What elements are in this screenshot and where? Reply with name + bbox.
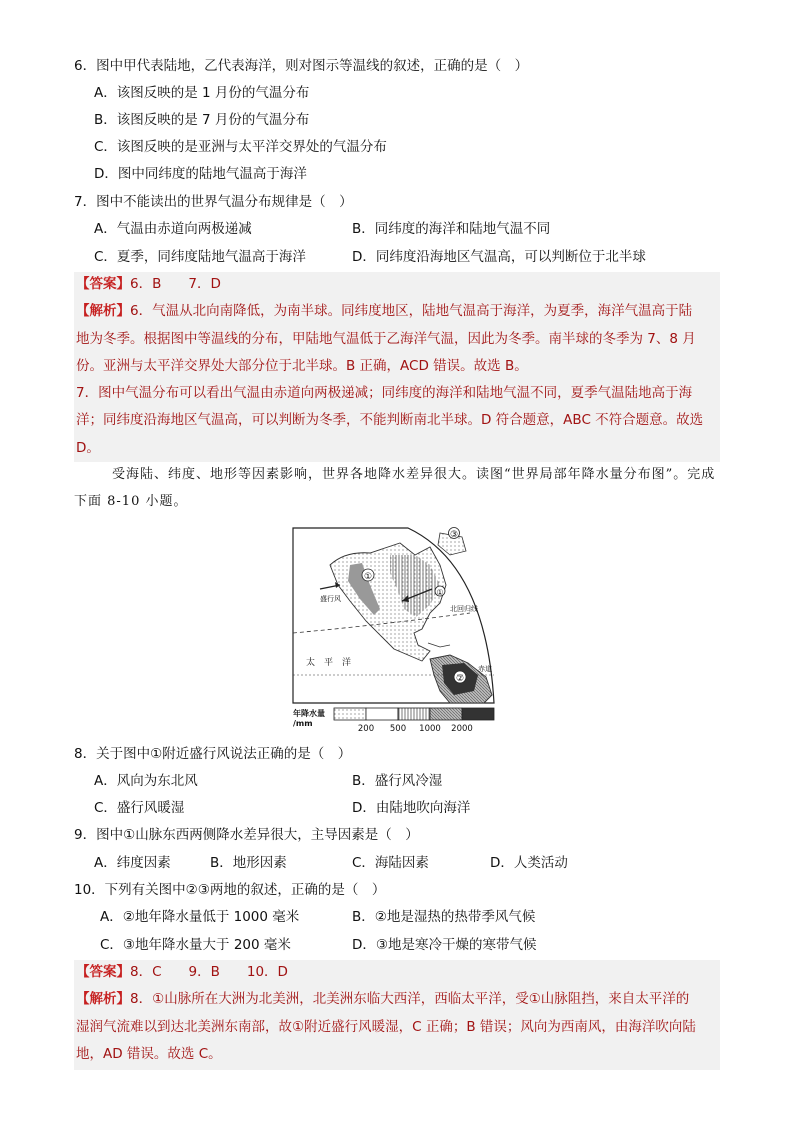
legend-swatch-3 bbox=[398, 708, 430, 720]
q8-stem: 8．关于图中①附近盛行风说法正确的是（ ） bbox=[74, 746, 352, 762]
q6-option-b: B．该图反映的是 7 月份的气温分布 bbox=[94, 112, 310, 128]
explain-1-text-1: 6．气温从北向南降低，为南半球。同纬度地区，陆地气温高于海洋，为夏季，海洋气温高于陆 bbox=[130, 303, 693, 319]
legend-title-2: /mm bbox=[293, 719, 313, 728]
explain-1-line-3: 份。亚洲与太平洋交界处大部分位于北半球。B 正确，ACD 错误。故选 B。 bbox=[76, 358, 528, 374]
legend-title-1: 年降水量 bbox=[293, 709, 325, 718]
marker-3-label: ③ bbox=[449, 530, 459, 540]
q6-option-a: A．该图反映的是 1 月份的气温分布 bbox=[94, 85, 310, 101]
equator-label: 赤道 bbox=[478, 665, 492, 673]
q7-option-a: A．气温由赤道向两极递减 bbox=[94, 221, 252, 237]
q7-stem: 7．图中不能读出的世界气温分布规律是（ ） bbox=[74, 194, 353, 210]
marker-2-label: ② bbox=[455, 674, 465, 684]
q7-option-b: B．同纬度的海洋和陆地气温不同 bbox=[352, 221, 551, 237]
answer-2-tag: 【答案】 bbox=[76, 964, 130, 980]
answer-2-text: 8．C 9．B 10．D bbox=[130, 964, 288, 980]
explain-2-tag: 【解析】 bbox=[76, 991, 130, 1007]
q8-option-a: A．风向为东北风 bbox=[94, 773, 198, 789]
legend-swatch-1 bbox=[334, 708, 366, 720]
q9-stem: 9．图中①山脉东西两侧降水差异很大，主导因素是（ ） bbox=[74, 827, 419, 843]
explain-2-line-2: 湿润气流难以到达北美洲东南部，故①附近盛行风暖湿，C 正确；B 错误；风向为西南风，由海洋吹向陆 bbox=[76, 1019, 696, 1035]
explain-1-line-2: 地为冬季。根据图中等温线的分布，甲陆地气温低于乙海洋气温，因此为冬季。南半球的冬季为 7、8 月 bbox=[76, 331, 696, 347]
legend-swatch-2 bbox=[366, 708, 398, 720]
wind-label: 盛行风 bbox=[320, 595, 341, 603]
q6-option-d: D．图中同纬度的陆地气温高于海洋 bbox=[94, 166, 307, 182]
q9-option-a: A．纬度因素 bbox=[94, 855, 171, 871]
q7-option-c: C．夏季，同纬度陆地气温高于海洋 bbox=[94, 249, 306, 265]
answer-1-text: 6．B 7．D bbox=[130, 276, 221, 292]
explain-2-line-3: 地，AD 错误。故选 C。 bbox=[76, 1046, 222, 1062]
answer-1 bbox=[76, 275, 221, 293]
marker-1-label: ① bbox=[363, 572, 373, 582]
legend-tick-500: 500 bbox=[389, 724, 407, 734]
q10-option-a: A．②地年降水量低于 1000 毫米 bbox=[100, 909, 300, 925]
q8-option-b: B．盛行风冷湿 bbox=[352, 773, 443, 789]
answer-2 bbox=[76, 963, 288, 981]
explain-1-line-5: 洋；同纬度沿海地区气温高，可以判断为冬季，不能判断南北半球。D 符合题意，ABC 不符合题意。故选 bbox=[76, 412, 704, 428]
precipitation-map bbox=[290, 525, 500, 737]
legend-tick-200: 200 bbox=[357, 724, 375, 734]
q6-stem: 6．图中甲代表陆地，乙代表海洋，则对图示等温线的叙述，正确的是（ ） bbox=[74, 58, 529, 74]
q10-stem: 10．下列有关图中②③两地的叙述，正确的是（ ） bbox=[74, 882, 386, 898]
legend-tick-1000: 1000 bbox=[419, 724, 441, 734]
q9-option-d: D．人类活动 bbox=[490, 855, 568, 871]
explain-1-tag: 【解析】 bbox=[76, 303, 130, 319]
q10-option-c: C．③地年降水量大于 200 毫米 bbox=[100, 937, 291, 953]
marker-4-label: ① bbox=[436, 588, 444, 597]
pacific-label: 太 平 洋 bbox=[306, 658, 352, 668]
legend-swatch-5 bbox=[462, 708, 494, 720]
q7-option-d: D．同纬度沿海地区气温高，可以判断位于北半球 bbox=[352, 249, 646, 265]
explain-1-line-1 bbox=[76, 302, 692, 320]
q10-option-b: B．②地是湿热的热带季风气候 bbox=[352, 909, 536, 925]
q9-option-c: C．海陆因素 bbox=[352, 855, 429, 871]
explain-1-line-6: D。 bbox=[76, 440, 100, 456]
q9-option-b: B．地形因素 bbox=[210, 855, 287, 871]
legend-swatch-4 bbox=[430, 708, 462, 720]
q10-option-d: D．③地是寒冷干燥的寒带气候 bbox=[352, 937, 537, 953]
intro-line-2: 下面 8-10 小题。 bbox=[74, 494, 188, 509]
legend-tick-2000: 2000 bbox=[451, 724, 473, 734]
tropic-label: 北回归线 bbox=[450, 605, 478, 613]
explain-2-text-1: 8．①山脉所在大洲为北美洲，北美洲东临大西洋，西临太平洋，受①山脉阻挡，来自太平洋的 bbox=[130, 991, 690, 1007]
intro-line-1: 受海陆、纬度、地形等因素影响，世界各地降水差异很大。读图“世界局部年降水量分布图”。完成 bbox=[112, 467, 716, 482]
q8-option-c: C．盛行风暖湿 bbox=[94, 800, 185, 816]
q8-option-d: D．由陆地吹向海洋 bbox=[352, 800, 471, 816]
q6-option-c: C．该图反映的是亚洲与太平洋交界处的气温分布 bbox=[94, 139, 387, 155]
answer-1-tag: 【答案】 bbox=[76, 276, 130, 292]
explain-1-line-4: 7．图中气温分布可以看出气温由赤道向两极递减；同纬度的海洋和陆地气温不同，夏季气温陆地高于海 bbox=[76, 385, 693, 401]
explain-2-line-1 bbox=[76, 990, 689, 1008]
